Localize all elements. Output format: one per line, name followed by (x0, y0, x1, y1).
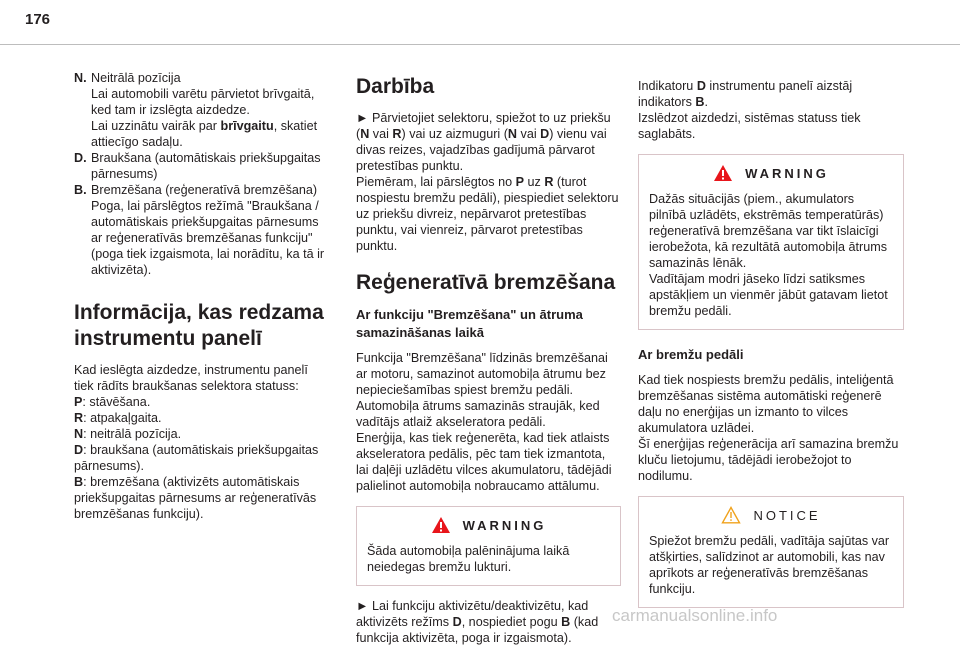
def-key: N. (74, 71, 87, 85)
watermark: carmanualsonline.info (612, 606, 778, 625)
status-list (74, 394, 329, 522)
def-line: Braukšana (automātiskais priekšupgaitas pārnesums) (91, 151, 321, 181)
pedal-paragraph: Kad tiek nospiests bremžu pedālis, inteliģentā bremzēšanas sistēma automātiski reģenerē daļu no enerģijas un izmanto to vilces akumulatora uzlādei. (638, 373, 894, 435)
section-heading-info: Informācija, kas redzama instrumentu panelī (74, 301, 324, 350)
warning-text: Šāda automobiļa palēninājuma laikā neiedegas bremžu lukturi. (367, 544, 570, 574)
section-heading-regen: Reģeneratīvā bremzēšana (356, 271, 616, 294)
status-item: B: bremzēšana (aktivizēts automātiskais priekšupgaitas pārnesums ar reģeneratīvās bremzēšanas funkciju). (74, 475, 317, 521)
def-line: Bremzēšana (reģeneratīvā bremzēšana) (91, 183, 318, 197)
arrow-bullet-icon: ► (356, 599, 369, 613)
def-line: Poga, lai pārslēgtos režīmā "Braukšana / automātiskais priekšupgaitas pārnesums ar reģeneratīvās bremzēšanas funkciju" (poga tiek izgaismota, lai norādītu, ka tā ir aktivizēta). (91, 199, 325, 277)
regen-paragraph: Funkcija "Bremzēšana" līdzinās bremzēšanai ar motoru, samazinot automobiļa ātrumu bez nepieciešamības spiest bremžu pedāli. Automobiļa ātrums samazinās straujāk, ked vadītājs atlaiž akseleratora pedāli. (356, 351, 608, 429)
section-heading-operation: Darbība (356, 75, 435, 98)
def-row-n: N. Neitrālā pozīcija Lai automobili varētu pārvietot brīvgaitā, ked tam ir izslēgta aizdedze. Lai uzzinātu vairāk par brīvgaitu, skatiet attiecīgo sadaļu. (74, 71, 318, 149)
column-1 (74, 70, 329, 522)
arrow-bullet-icon: ► (356, 111, 369, 125)
def-row-b (74, 182, 329, 278)
warning-box (356, 506, 621, 586)
def-row-d (74, 150, 329, 182)
def-key: B. (74, 183, 87, 197)
def-key: D. (74, 151, 87, 165)
status-item: D: braukšana (automātiskais priekšupgaitas pārnesums). (74, 443, 319, 473)
notice-box (638, 496, 904, 608)
indicator-text: Indikatoru D instrumentu panelī aizstāj indikators B. (638, 79, 853, 109)
page-number: 176 (25, 11, 51, 28)
example-text: Piemēram, lai pārslēgtos no P uz R (turot nospiestu bremžu pedāli), piespiediet selektoru uz priekšu divreiz, nepārvarot pretestības punktu, vai vienreiz, pārvarot pretestības punktu. (356, 175, 619, 253)
pedal-paragraph-2: Šī enerģijas reģenerācija arī samazina bremžu kluču lietojumu, tādējādi ierobežojot to nodilumu. (638, 437, 899, 483)
column-3 (638, 78, 904, 620)
action-step: ► Pārvietojiet selektoru, spiežot to uz priekšu (N vai R) vai uz aizmuguri (N vai D) vienu vai divas reizes, vajadzības gadījumā pārvarot pretestības punktu. (356, 111, 611, 173)
subheading-brake-function: Ar funkciju "Bremzēšana" un ātruma samazināšanas laikā (356, 307, 583, 340)
notice-text: Spiežot bremžu pedāli, vadītāja sajūtas var atšķirties, salīdzinot ar automobili, kas nav aprīkots ar reģeneratīvās bremzēšanas funkciju. (649, 534, 890, 596)
status-item: N: neitrālā pozīcija. (74, 427, 182, 441)
indicator-text-2: Izslēdzot aizdedzi, sistēmas statuss tiek saglabāts. (638, 111, 861, 141)
notice-label: NOTICE (753, 507, 821, 523)
warning-label: WARNING (462, 517, 547, 533)
toggle-step: ► Lai funkciju aktivizētu/deaktivizētu, kad aktivizēts režīms D, nospiediet pogu B (kad funkcija aktivizēta, poga ir izgaismota). (356, 599, 599, 645)
def-line: Neitrālā pozīcija (91, 71, 181, 85)
warning-label: WARNING (745, 165, 829, 181)
warning-box-2 (638, 154, 904, 330)
header-divider (0, 44, 960, 45)
status-item: R: atpakaļgaita. (74, 411, 162, 425)
column-2 (356, 74, 621, 656)
link-term: brīvgaitu (220, 119, 274, 133)
warning-text-2: Vadītājam modri jāseko līdzi satiksmes apstākļiem un vienmēr jābūt gatavam lietot bremžu pedāli. (649, 272, 888, 318)
def-line: Lai automobili varētu pārvietot brīvgaitā, ked tam ir izslēgta aizdedze. (91, 87, 315, 117)
info-intro: Kad ieslēgta aizdedze, instrumentu panelī tiek rādīts braukšanas selektora statuss: (74, 363, 308, 393)
warning-triangle-icon (713, 164, 733, 182)
status-item: P: stāvēšana. (74, 395, 151, 409)
warning-text: Dažās situācijās (piem., akumulators pilnībā uzlādēts, ekstrēmās temperatūrās) reģeneratīvā bremzēšana var tikt īslaicīgi ierobežota, kā rezultātā automobiļa ātrums samazinās lēnāk. (649, 192, 888, 270)
notice-triangle-icon (721, 506, 741, 524)
page-header (0, 0, 960, 44)
regen-paragraph-2: Enerģija, kas tiek reģenerēta, kad tiek atlaists akseleratora pedālis, pēc tam tiek izmantota, lai daļēji uzlādētu vilces akumulatoru, tādējādi palielinot automobiļa nobraucamo attālumu. (356, 431, 612, 493)
subheading-brake-pedal: Ar bremžu pedāli (638, 347, 744, 362)
warning-triangle-icon (431, 516, 451, 534)
